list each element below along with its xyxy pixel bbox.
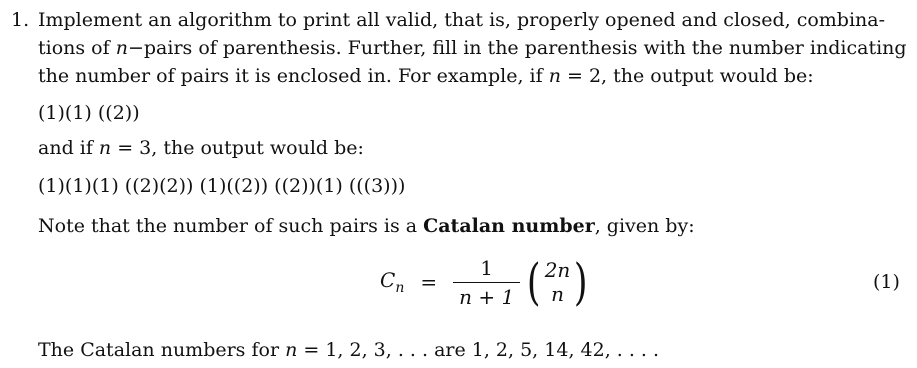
catalan-note <box>38 214 695 238</box>
equals-sign: = <box>420 270 438 294</box>
math-var-n: n <box>98 137 112 159</box>
math-var-n: n <box>285 339 298 361</box>
problem-line-2 <box>38 36 907 60</box>
right-paren: ) <box>574 253 588 311</box>
problem-line-5-post: = 3, the output would be: <box>111 137 364 159</box>
problem-number: 1. <box>11 9 30 31</box>
catalan-footer-mid: = 1, 2, 3, . . . are 1, 2, 5, 14, 42, . . . . <box>297 339 660 361</box>
problem-line-5-pre: and if <box>38 137 99 159</box>
problem-line-3 <box>38 64 814 88</box>
problem-line-2-pre: tions of <box>38 37 116 59</box>
equation-fraction <box>453 256 520 309</box>
binomial-bottom: n <box>551 282 564 306</box>
binomial-stack <box>545 258 571 306</box>
catalan-equation <box>380 252 591 312</box>
problem-line-3-pre: the number of pairs it is enclosed in. For example, if <box>38 65 549 87</box>
problem-line-1 <box>38 8 885 32</box>
catalan-note-pre: Note that the number of such pairs is a <box>38 215 424 237</box>
problem-line-2-post: −pairs of parenthesis. Further, fill in the parenthesis with the number indicating <box>127 37 907 59</box>
catalan-footer-pre: The Catalan numbers for <box>38 339 286 361</box>
equation-lhs <box>380 268 404 296</box>
problem-line-5 <box>38 136 364 160</box>
fraction-denominator: n + 1 <box>459 284 515 309</box>
math-var-n: n <box>548 65 561 87</box>
catalan-footer <box>38 338 659 362</box>
output-example-n3: (1)(1)(1) ((2)(2)) (1)((2)) ((2))(1) (((3))) <box>38 175 406 197</box>
equation-lhs-subscript: n <box>395 280 405 296</box>
catalan-note-post: , given by: <box>594 215 695 237</box>
problem-line-1-text: Implement an algorithm to print all valid, that is, properly opened and closed, combina- <box>38 9 886 31</box>
binomial-top: 2n <box>544 258 571 282</box>
fraction-numerator: 1 <box>480 255 494 280</box>
equation-lhs-symbol: C <box>380 268 396 292</box>
math-var-n: n <box>115 37 128 59</box>
binomial-coefficient <box>524 253 591 311</box>
problem-line-3-post: = 2, the output would be: <box>560 65 814 87</box>
left-paren: ( <box>527 253 541 311</box>
output-example-n2: (1)(1) ((2)) <box>38 102 140 124</box>
equation-number: (1) <box>873 271 900 293</box>
catalan-term: Catalan number <box>423 215 595 237</box>
